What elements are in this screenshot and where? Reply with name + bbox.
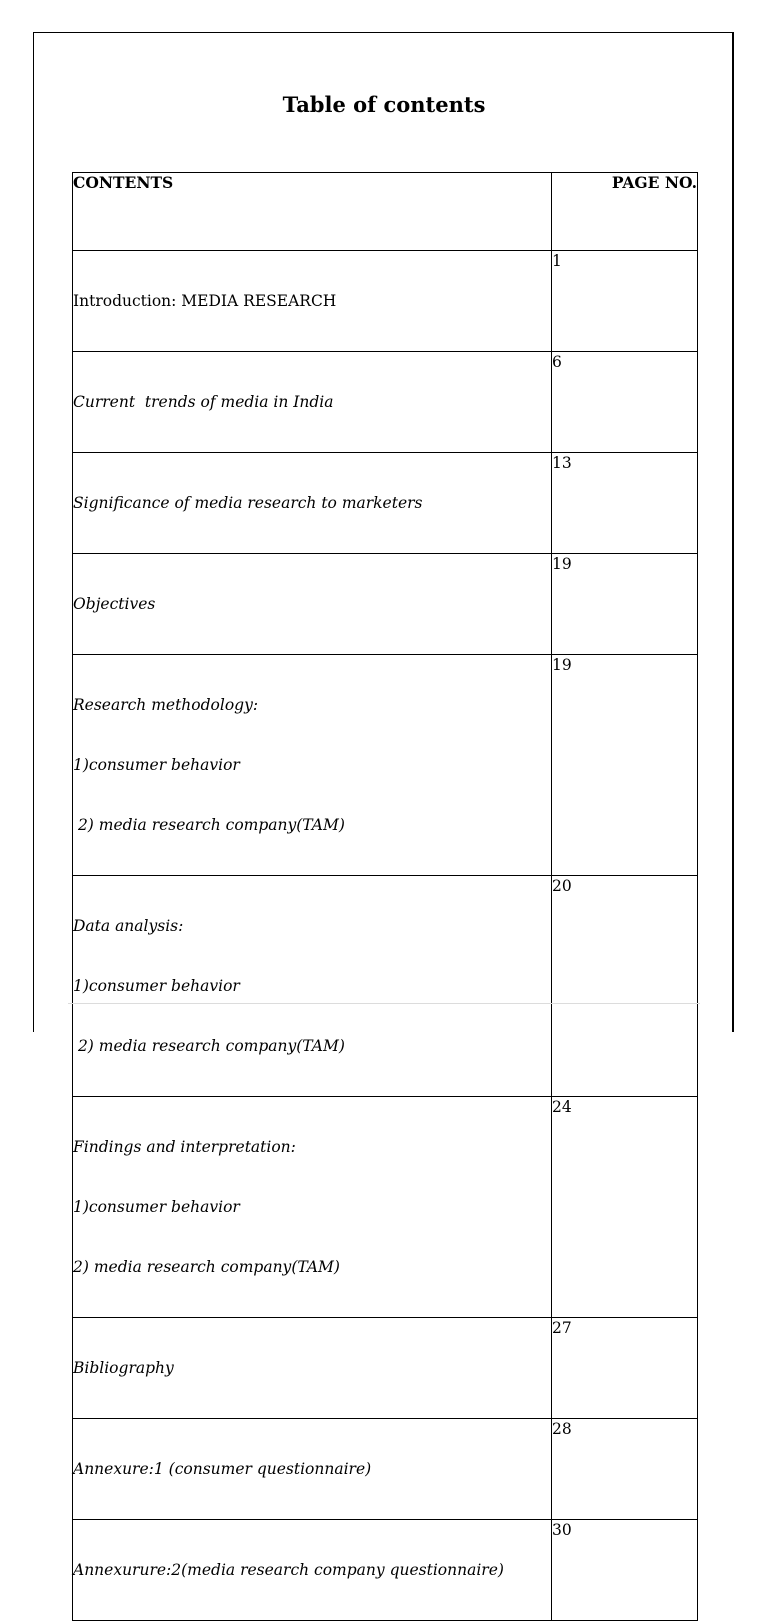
toc-row [73,1419,698,1520]
toc-entry-line: Objectives [73,595,156,613]
toc-entry-line: Introduction: MEDIA RESEARCH [73,292,337,310]
page-title: Table of contents [282,92,486,117]
toc-page-number: 30 [552,1520,698,1621]
toc-entry [73,554,552,655]
toc-entry [73,876,552,1097]
toc-row [73,655,698,876]
table-header-row [73,173,698,251]
toc-body [73,251,698,1621]
page-no-column-header: PAGE NO. [552,173,698,251]
toc-page-number: 1 [552,251,698,352]
toc-row [73,1318,698,1419]
toc-page-number: 28 [552,1419,698,1520]
toc-entry [73,1419,552,1520]
toc-page-number: 27 [552,1318,698,1419]
toc-entry [73,352,552,453]
toc-entry [73,453,552,554]
toc-entry-line: Research methodology: [73,696,259,714]
toc-row [73,1520,698,1621]
toc-entry-line: 2) media research company(TAM) [73,1258,340,1276]
toc-row [73,453,698,554]
toc-page-number: 19 [552,655,698,876]
toc-row [73,1097,698,1318]
toc-entry-line: 2) media research company(TAM) [73,816,345,834]
toc-entry-line: Findings and interpretation: [73,1138,296,1156]
toc-entry-line: Annexurure:2(media research company questionnaire) [73,1561,504,1579]
footer-divider [68,1003,700,1004]
toc-page-number: 24 [552,1097,698,1318]
toc-entry-line: Data analysis: [73,917,184,935]
toc-row [73,352,698,453]
toc-page-number: 19 [552,554,698,655]
toc-row [73,876,698,1097]
toc-entry-line: 2) media research company(TAM) [73,1037,345,1055]
toc-page-number: 6 [552,352,698,453]
toc-entry [73,1097,552,1318]
toc-entry-line: Current trends of media in India [73,393,334,411]
toc-row [73,251,698,352]
toc-entry [73,1520,552,1621]
toc-entry-line: 1)consumer behavior [73,977,240,995]
toc-entry-line: 1)consumer behavior [73,756,240,774]
toc-entry [73,655,552,876]
table-of-contents [72,172,698,1621]
toc-entry [73,1318,552,1419]
toc-entry-line: Annexure:1 (consumer questionnaire) [73,1460,372,1478]
toc-entry [73,251,552,352]
contents-column-header: CONTENTS [73,173,552,251]
toc-row [73,554,698,655]
toc-entry-line: Significance of media research to marketers [73,494,423,512]
toc-entry-line: Bibliography [73,1359,174,1377]
toc-page-number: 20 [552,876,698,1097]
toc-page-number: 13 [552,453,698,554]
toc-entry-line: 1)consumer behavior [73,1198,240,1216]
